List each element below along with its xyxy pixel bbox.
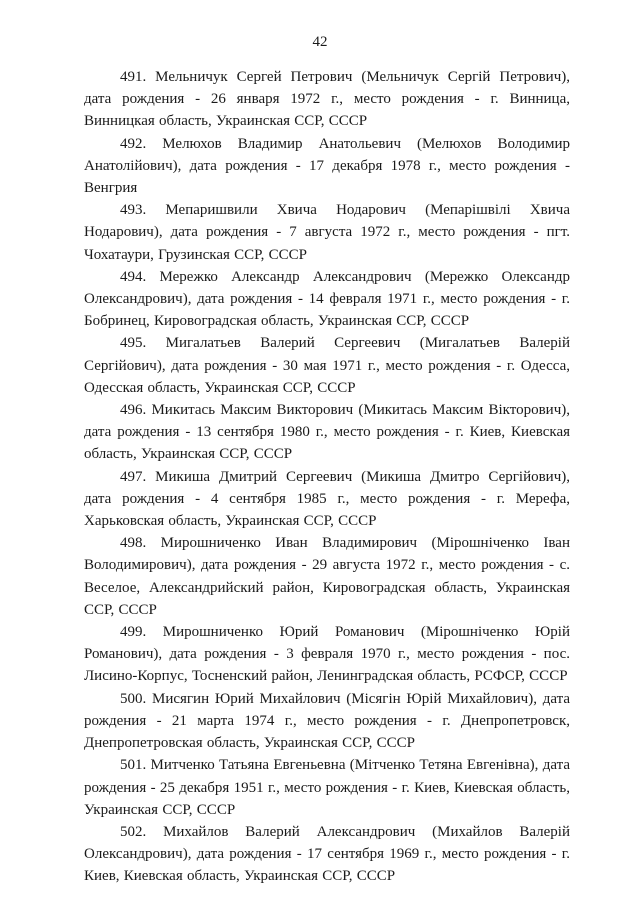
- list-entry: 492. Мелюхов Владимир Анатольевич (Мелюхов Володимир Анатолійович), дата рождения - 17 декабря 1978 г., место рождения - Венгрия: [84, 135, 570, 197]
- list-entry: 502. Михайлов Валерий Александрович (Михайлов Валерій Олександрович), дата рождения - 17 сентября 1969 г., место рождения - г. Киев, Киевская область, Украинская ССР, СССР: [84, 823, 570, 885]
- page-number: 42: [312, 34, 328, 50]
- list-entry: 500. Мисягин Юрий Михайлович (Місягін Юрій Михайлович), дата рождения - 21 марта 1974 г., место рождения - г. Днепропетровск, Днепропетровская область, Украинская ССР, СССР: [84, 690, 570, 752]
- list-entry: 493. Мепаришвили Хвича Нодарович (Мепарішвілі Хвича Нодарович), дата рождения - 7 августа 1972 г., место рождения - пгт. Чохатаури, Грузинская ССР, СССР: [84, 202, 570, 263]
- list-entry: 501. Митченко Татьяна Евгеньевна (Мітченко Тетяна Евгенівна), дата рождения - 25 декабря 1951 г., место рождения - г. Киев, Киевская область, Украинская ССР, СССР: [84, 757, 570, 818]
- list-entry: 497. Микиша Дмитрий Сергеевич (Микиша Дмитро Сергійович), дата рождения - 4 сентября 1985 г., место рождения - г. Мерефа, Харьковская область, Украинская ССР, СССР: [84, 468, 570, 530]
- list-entry: 491. Мельничук Сергей Петрович (Мельничук Сергій Петрович), дата рождения - 26 января 1972 г., место рождения - г. Винница, Винницкая область, Украинская ССР, СССР: [84, 69, 570, 130]
- list-entry: 494. Мережко Александр Александрович (Мережко Олександр Олександрович), дата рождения - 14 февраля 1971 г., место рождения - г. Бобринец, Кировоградская область, Украинская ССР, СССР: [84, 268, 570, 330]
- list-entry: 499. Мирошниченко Юрий Романович (Мірошніченко Юрій Романович), дата рождения - 3 февраля 1970 г., место рождения - пос. Лисино-Корпус, Тосненский район, Ленинградская область, РСФСР, СССР: [84, 624, 570, 685]
- list-entry: 498. Мирошниченко Иван Владимирович (Мірошніченко Іван Володимирович), дата рождения - 29 августа 1972 г., место рождения - с. Веселое, Александрийский район, Кировоградская область, Украинская ССР, СССР: [84, 535, 570, 618]
- entry-list: [84, 66, 570, 888]
- list-entry: 495. Мигалатьев Валерий Сергеевич (Мигалатьев Валерій Сергійович), дата рождения - 30 мая 1971 г., место рождения - г. Одесса, Одесская область, Украинская ССР, СССР: [84, 335, 570, 396]
- list-entry: 496. Микитась Максим Викторович (Микитась Максим Вікторович), дата рождения - 13 сентября 1980 г., место рождения - г. Киев, Киевская область, Украинская ССР, СССР: [84, 402, 570, 463]
